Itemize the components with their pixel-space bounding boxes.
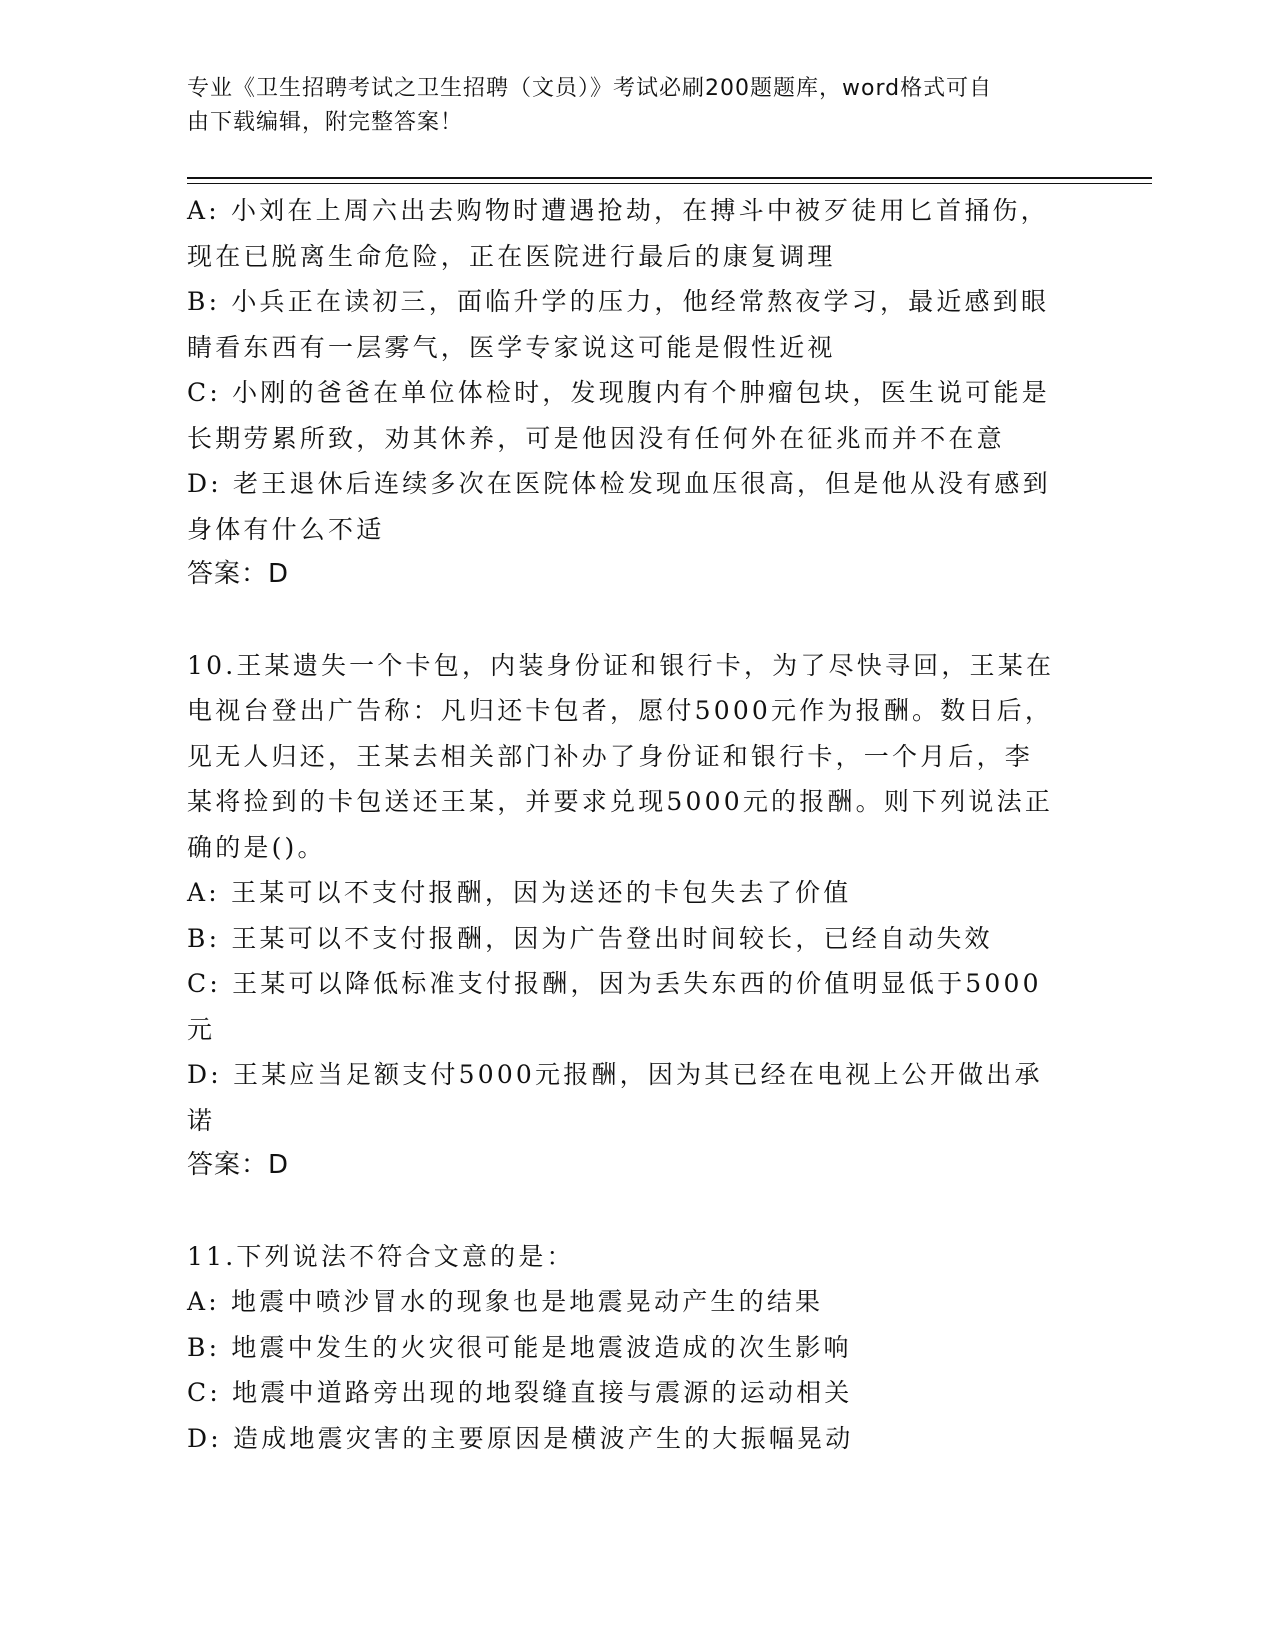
header-line-2: 由下载编辑，附完整答案！ <box>187 110 464 135</box>
answer-label: 答案：D <box>187 1150 290 1180</box>
document-header <box>187 72 1067 140</box>
question-stem-line-2: 电视台登出广告称：凡归还卡包者，愿付5000元作为报酬。数日后， <box>187 696 1054 725</box>
option-c-line-1: C: 王某可以降低标准支付报酬，因为丢失东西的价值明显低于5000 <box>187 969 1042 998</box>
option-a: A: 王某可以不支付报酬，因为送还的卡包失去了价值 <box>187 878 852 907</box>
question-11 <box>187 1234 1077 1462</box>
option-d: D: 造成地震灾害的主要原因是横波产生的大振幅晃动 <box>187 1423 854 1453</box>
option-d-line-2: 身体有什么不适 <box>187 514 385 544</box>
option-b: B: 王某可以不支付报酬，因为广告登出时间较长，已经自动失效 <box>187 923 993 953</box>
spacer <box>187 598 1077 643</box>
option-c-line-2: 长期劳累所致，劝其休养，可是他因没有任何外在征兆而并不在意 <box>187 423 1005 453</box>
option-d-line-1: D: 老王退休后连续多次在医院体检发现血压很高，但是他从没有感到 <box>187 469 1051 498</box>
option-b-line-1: B: 小兵正在读初三，面临升学的压力，他经常熬夜学习，最近感到眼 <box>187 287 1050 316</box>
header-line-1: 专业《卫生招聘考试之卫生招聘（文员）》考试必刷200题题库，word格式可自 <box>187 76 993 101</box>
option-a-line-2: 现在已脱离生命危险，正在医院进行最后的康复调理 <box>187 241 836 271</box>
option-d-line-1: D: 王某应当足额支付5000元报酬，因为其已经在电视上公开做出承 <box>187 1060 1043 1089</box>
question-stem-line-1: 11.下列说法不符合文意的是： <box>187 1241 575 1271</box>
option-c-line-2: 元 <box>187 1014 216 1044</box>
question-stem-line-4: 某将捡到的卡包送还王某，并要求兑现5000元的报酬。则下列说法正 <box>187 787 1054 816</box>
option-a-line-1: A: 小刘在上周六出去购物时遭遇抢劫，在搏斗中被歹徒用匕首捅伤， <box>187 196 1049 225</box>
option-d-line-2: 诺 <box>187 1105 216 1135</box>
question-10 <box>187 643 1077 1189</box>
option-b: B: 地震中发生的火灾很可能是地震波造成的次生影响 <box>187 1332 852 1362</box>
question-stem-line-1: 10.王某遗失一个卡包，内装身份证和银行卡，为了尽快寻回，王某在 <box>187 650 1055 680</box>
header-divider-thin <box>187 183 1152 184</box>
question-9 <box>187 188 1077 598</box>
option-c: C: 地震中道路旁出现的地裂缝直接与震源的运动相关 <box>187 1378 853 1407</box>
option-b-line-2: 睛看东西有一层雾气，医学专家说这可能是假性近视 <box>187 332 836 362</box>
question-list <box>187 188 1077 1461</box>
spacer <box>187 1189 1077 1234</box>
option-a: A: 地震中喷沙冒水的现象也是地震晃动产生的结果 <box>187 1287 824 1316</box>
answer-label: 答案：D <box>187 559 290 589</box>
question-stem-line-3: 见无人归还，王某去相关部门补办了身份证和银行卡，一个月后，李 <box>187 741 1034 771</box>
question-stem-line-5: 确的是()。 <box>187 832 326 862</box>
header-divider <box>187 177 1152 179</box>
option-c-line-1: C: 小刚的爸爸在单位体检时，发现腹内有个肿瘤包块，医生说可能是 <box>187 378 1050 407</box>
